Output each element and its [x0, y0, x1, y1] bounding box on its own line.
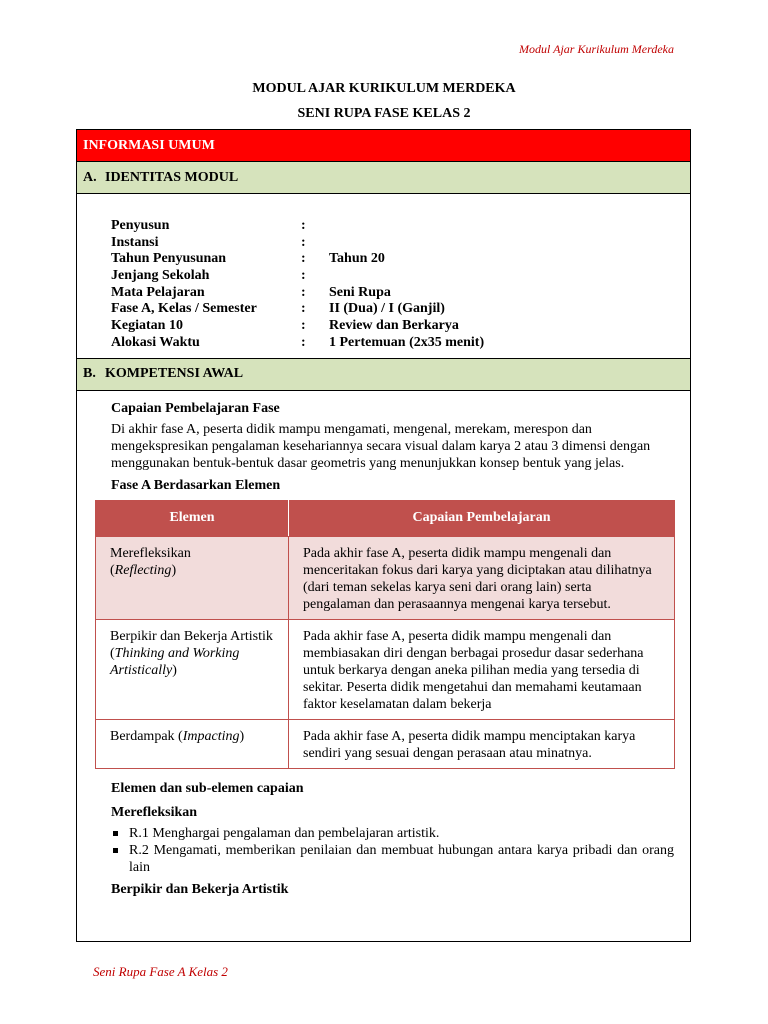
identitas-colon: :	[301, 234, 306, 250]
elemen-paren-open: (	[178, 728, 183, 744]
table-row	[96, 719, 675, 768]
identitas-colon: :	[301, 284, 306, 300]
subelemen-list	[111, 825, 674, 876]
identitas-row	[111, 268, 690, 285]
identitas-colon: :	[301, 318, 306, 334]
section-informasi-umum	[77, 130, 690, 162]
elemen-paren-close: )	[172, 662, 177, 678]
identitas-label: Alokasi Waktu	[111, 334, 200, 350]
elemen-cell	[96, 719, 289, 768]
identitas-row	[111, 285, 690, 302]
footer-note: Seni Rupa Fase A Kelas 2	[93, 964, 228, 979]
elemen-table	[95, 500, 675, 769]
capaian-cell: Pada akhir fase A, peserta didik mampu menciptakan karya sendiri yang sesuai dengan perasaan atau minatnya.	[289, 719, 675, 768]
identitas-label: Kegiatan 10	[111, 318, 183, 334]
identitas-value: Tahun 20	[329, 251, 385, 267]
identitas-label: Mata Pelajaran	[111, 284, 205, 300]
elemen-english: Reflecting	[114, 562, 172, 578]
identitas-colon: :	[301, 218, 306, 233]
section-a-label: IDENTITAS MODUL	[105, 169, 239, 185]
column-header-elemen: Elemen	[96, 500, 289, 536]
merefleksikan-heading: Merefleksikan	[111, 804, 198, 820]
document-title: MODUL AJAR KURIKULUM MERDEKA	[252, 81, 516, 96]
identitas-label: Penyusun	[111, 218, 170, 233]
elemen-name: Berdampak	[110, 728, 175, 744]
elemen-cell	[96, 536, 289, 619]
section-b-label: KOMPETENSI AWAL	[105, 366, 244, 381]
list-item: R.1 Menghargai pengalaman dan pembelajaran artistik.	[129, 825, 674, 842]
subelemen-heading: Elemen dan sub-elemen capaian	[111, 780, 304, 796]
identitas-row	[111, 218, 690, 235]
section-informasi-label: INFORMASI UMUM	[83, 137, 215, 153]
section-a-number: A.	[83, 169, 97, 185]
kompetensi-content	[77, 391, 690, 898]
identitas-value: 1 Pertemuan (2x35 menit)	[329, 334, 485, 350]
identitas-label: Fase A, Kelas / Semester	[111, 301, 257, 317]
header-note: Modul Ajar Kurikulum Merdeka	[519, 42, 674, 56]
elemen-paren-open: (	[110, 645, 115, 661]
section-b-header	[77, 359, 690, 391]
berpikir-heading: Berpikir dan Bekerja Artistik	[111, 881, 289, 897]
table-row	[96, 619, 675, 719]
capaian-cell: Pada akhir fase A, peserta didik mampu mengenali dan membiasakan diri dengan berbagai prosedur dasar sederhana untuk berkarya dengan aneka pilihan media yang tersedia di sekitar. Peserta didik mengetahui dan memahami keutamaan faktor keselamatan dalam bekerja	[289, 619, 675, 719]
identitas-colon: :	[301, 334, 306, 350]
identitas-row	[111, 335, 690, 352]
elemen-english: Impacting	[182, 728, 240, 744]
table-header-row	[96, 500, 675, 536]
identitas-row	[111, 318, 690, 335]
elemen-cell	[96, 619, 289, 719]
capaian-heading: Capaian Pembelajaran Fase	[111, 400, 280, 416]
elemen-name: Berpikir dan Bekerja Artistik	[110, 628, 273, 644]
identitas-colon: :	[301, 268, 306, 284]
capaian-cell: Pada akhir fase A, peserta didik mampu mengenali dan menceritakan fokus dari karya yang diciptakan atau dilihatnya (dari teman sekelas karya seni dari orang lain) serta pengalaman dan perasaannya mengenai karya tersebut.	[289, 536, 675, 619]
identitas-row	[111, 301, 690, 318]
capaian-text: Di akhir fase A, peserta didik mampu mengamati, mengenal, merekam, merespon dan mengekspresikan pengalaman kesehariannya secara visual dalam karya 2 atau 3 dimensi dengan menggunakan bentuk-bentuk dasar geometris yang menunjukkan konsep bentuk yang jelas.	[111, 421, 651, 471]
identitas-value: Seni Rupa	[329, 284, 391, 300]
identitas-colon: :	[301, 301, 306, 317]
identitas-row	[111, 251, 690, 268]
section-b-number: B.	[83, 366, 96, 381]
elemen-paren-close: )	[239, 728, 245, 744]
identitas-label: Jenjang Sekolah	[111, 268, 210, 284]
identitas-value: Review dan Berkarya	[329, 318, 459, 334]
fase-heading: Fase A Berdasarkan Elemen	[111, 477, 281, 493]
identitas-value: II (Dua) / I (Ganjil)	[329, 301, 445, 317]
identitas-label: Instansi	[111, 234, 159, 250]
module-frame	[76, 129, 691, 942]
identitas-label: Tahun Penyusunan	[111, 251, 227, 267]
elemen-english: Thinking and Working Artistically	[110, 645, 240, 678]
identitas-list	[77, 194, 690, 359]
identitas-row	[111, 235, 690, 252]
table-row	[96, 536, 675, 619]
document-subtitle: SENI RUPA FASE KELAS 2	[297, 106, 471, 121]
identitas-colon: :	[301, 251, 306, 267]
elemen-paren-close: )	[171, 562, 177, 578]
list-item: R.2 Mengamati, memberikan penilaian dan membuat hubungan antara karya pribadi dan orang lain	[129, 842, 674, 875]
elemen-paren-open: (	[110, 562, 115, 578]
section-a-header	[77, 162, 690, 194]
column-header-capaian: Capaian Pembelajaran	[289, 500, 675, 536]
elemen-name: Merefleksikan	[110, 545, 191, 561]
